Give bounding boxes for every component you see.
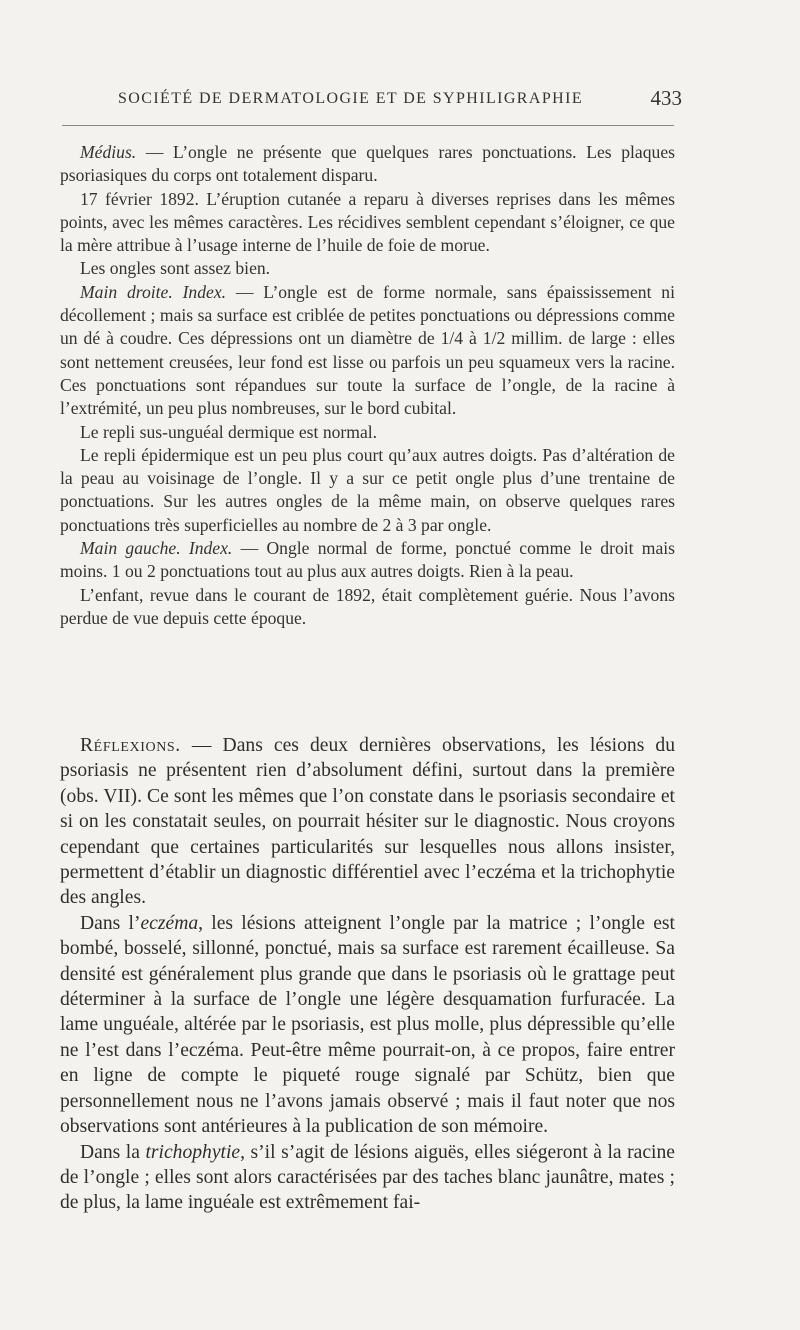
- header-rule: [62, 125, 674, 126]
- paragraph: [60, 537, 675, 584]
- header-title: SOCIÉTÉ DE DERMATOLOGIE ET DE SYPHILIGRAPHIE: [118, 90, 583, 107]
- paragraph-label: Main droite. Index.: [80, 281, 227, 302]
- running-header: [62, 86, 682, 116]
- paragraph-label: Main gauche. Index.: [80, 538, 233, 559]
- paragraph-label: Médius.: [80, 142, 137, 162]
- paragraph-text: — Dans ces deux dernières observations, les lésions du psoriasis ne présentent rien d’absolument défini, surtout dans la première (obs. VII). Ce sont les mêmes que l’on constate dans le psoriasis secondaire et si on les constatait seules, on pourrait hésiter sur le diagnostic. Nous croyons cependant que certaines particularités sur lesquelles nous allons insister, permettent d’établir un diagnostic différentiel avec l’eczéma et la trichophytie des angles.: [60, 735, 675, 909]
- page-number: 433: [650, 86, 682, 110]
- paragraph: [60, 141, 675, 188]
- paragraph-text: , les lésions atteignent l’ongle par la matrice ; l’ongle est bombé, bosselé, sillonné, ponctué, mais sa surface est rarement écailleuse. Sa densité est généralement plus grande que dans le psoriasis où le grattage peut déterminer à la surface de l’ongle une légère desquamation furfuracée. La lame unguéale, altérée par le psoriasis, est plus molle, plus dépressible qu’elle ne l’est dans l’eczéma. Peut-être même pourrait-on, à ce propos, faire entrer en ligne de compte le piqueté rouge signalé par Schütz, bien que personnellement nous ne l’avons jamais observé ; mais il faut noter que nos observations sont antérieures à la publication de son mémoire.: [60, 912, 675, 1138]
- reflections-section: [60, 733, 675, 1216]
- section-heading: Réflexions.: [80, 735, 181, 756]
- term: eczéma: [140, 912, 199, 934]
- paragraph-text: , s’il s’agit de lésions aiguës, elles siégeront à la racine de l’ongle ; elles sont alors caractérisées par des taches blanc jaunâtre, mates ; de plus, la lame inguéale est extrêmement fai-: [60, 1141, 675, 1214]
- paragraph: 17 février 1892. L’éruption cutanée a reparu à diverses reprises dans les mêmes points, avec les mêmes caractères. Les récidives semblent cependant s’éloigner, ce que la mère attribue à l’usage interne de l’huile de foie de morue.: [60, 188, 675, 256]
- paragraph-text: Dans la: [80, 1141, 146, 1163]
- paragraph-text: — L’ongle est de forme normale, sans épaississement ni décollement ; mais sa surface est criblée de petites ponctuations ou dépressions comme un dé à coudre. Ces dépressions ont un diamètre de 1/4 à 1/2 millim. de large : elles sont nettement creusées, leur fond est lisse ou parfois un peu squameux vers la racine. Ces ponctuations sont répandues sur toute la surface de l’ongle, de la racine à l’extrémité, un peu plus nombreuses, sur le bord cubital.: [60, 281, 675, 419]
- paragraph: [60, 281, 675, 421]
- paragraph: [60, 733, 675, 911]
- paragraph-text: Dans l’: [80, 912, 141, 934]
- paragraph: [60, 911, 675, 1140]
- paragraph: Les ongles sont assez bien.: [80, 258, 271, 279]
- observation-section: [60, 141, 675, 630]
- paragraph: [60, 1140, 675, 1216]
- paragraph-text: — Ongle normal de forme, ponctué comme le droit mais moins. 1 ou 2 ponctuations tout au plus aux autres doigts. Rien à la peau.: [60, 538, 676, 582]
- paragraph-text: — L’ongle ne présente que quelques rares ponctuations. Les plaques psoriasiques du corps ont totalement disparu.: [60, 142, 675, 186]
- paragraph: Le repli sus-unguéal dermique est normal.: [80, 421, 378, 442]
- paragraph: Le repli épidermique est un peu plus court qu’aux autres doigts. Pas d’altération de la peau au voisinage de l’ongle. Il y a sur ce petit ongle plus d’une trentaine de ponctuations. Sur les autres ongles de la même main, on observe quelques rares ponctuations très superficielles au nombre de 2 à 3 par ongle.: [60, 444, 675, 535]
- paragraph: L’enfant, revue dans le courant de 1892, était complètement guérie. Nous l’avons perdue de vue depuis cette époque.: [60, 584, 675, 628]
- term: trichophytie: [145, 1141, 241, 1163]
